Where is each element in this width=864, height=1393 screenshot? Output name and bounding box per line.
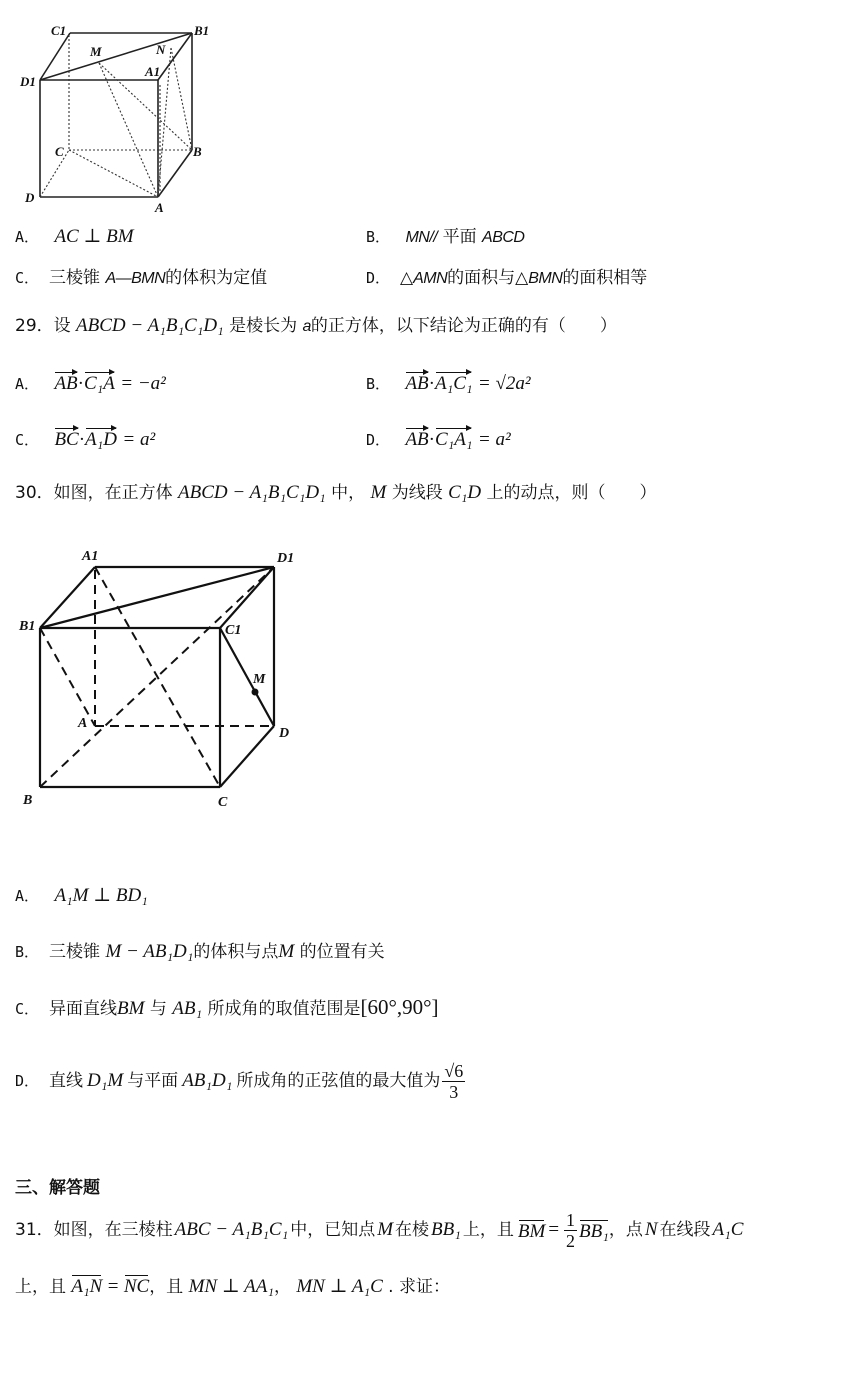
label-M: M <box>253 672 266 687</box>
label-C: C <box>218 795 228 810</box>
q28-option-d[interactable]: D． △AMN的面积与△BMN的面积相等 <box>366 268 648 288</box>
q28-cube-figure <box>15 20 225 215</box>
q29-option-d[interactable]: D． AB·C₁A₁ = a² <box>366 426 511 451</box>
label-B1: B1 <box>19 619 36 634</box>
q30-option-b[interactable]: B． 三棱锥 M − AB₁D₁的体积与点M 的位置有关 <box>15 941 385 962</box>
fraction: $\frac{√6}{3}$ <box>444 1060 464 1102</box>
q31-stem-line2: 上，且 A₁N = NC，且 MN ⊥ AA₁， MN ⊥ A₁C . 求证： <box>15 1273 450 1298</box>
option-math: AC ⊥ BM <box>54 226 134 247</box>
label-A: A <box>78 716 88 731</box>
label-M: M <box>90 44 102 59</box>
q30-option-c[interactable]: C． 异面直线BM 与 AB₁ 所成角的取值范围是[60°,90°] <box>15 995 439 1019</box>
label-D: D <box>279 726 290 741</box>
q31-stem-line1: 31． 如图，在三棱柱 ABC − A₁B₁C₁ 中，已知点 M 在棱 BB₁ 上，且 BM = $\frac{1}{2}$ BB₁ ，点 N 在线段 A₁C <box>15 1209 744 1251</box>
label-N: N <box>156 42 166 57</box>
q30-cube-figure <box>15 540 305 815</box>
q29-option-c[interactable]: C． BC·A₁D = a² <box>15 426 155 451</box>
label-B: B <box>193 144 202 159</box>
label-B1: B1 <box>194 23 210 38</box>
label-D1: D1 <box>277 551 295 566</box>
q29-option-b[interactable]: B． AB·A₁C₁ = √2a² <box>366 370 531 395</box>
label-D: D <box>25 190 35 205</box>
q28-option-b[interactable]: B． MN// 平面 ABCD <box>366 227 525 247</box>
section-title: 三、解答题 <box>15 1178 100 1198</box>
q29-option-a[interactable]: A． AB·C₁A = −a² <box>15 370 166 395</box>
label-A: A <box>155 200 164 215</box>
label-C1: C1 <box>225 623 242 638</box>
q29-stem: 29．设 ABCD − A₁B₁C₁D₁ 是棱长为 a的正方体，以下结论为正确的有（ ） <box>15 315 617 336</box>
label-A1: A1 <box>82 549 99 564</box>
label-B: B <box>23 793 33 808</box>
label-A1: A1 <box>145 64 161 79</box>
label-C: C <box>55 144 64 159</box>
q30-option-a[interactable]: A． A₁M ⊥ BD₁ <box>15 885 148 906</box>
q28-option-c[interactable]: C． 三棱锥 A—BMN的体积为定值 <box>15 268 268 288</box>
q30-option-d[interactable]: D． 直线 D₁M 与平面 AB₁D₁ 所成角的正弦值的最大值为 $\frac{√6}{3}$ <box>15 1060 464 1102</box>
fraction: $\frac{1}{2}$ <box>566 1209 576 1251</box>
q28-option-a[interactable]: A． AC ⊥ BM <box>15 226 134 247</box>
label-D1: D1 <box>20 74 36 89</box>
q30-stem: 30．如图，在正方体 ABCD − A₁B₁C₁D₁ 中， M 为线段 C₁D 上的动点，则（ ） <box>15 482 657 503</box>
label-C1: C1 <box>51 23 67 38</box>
